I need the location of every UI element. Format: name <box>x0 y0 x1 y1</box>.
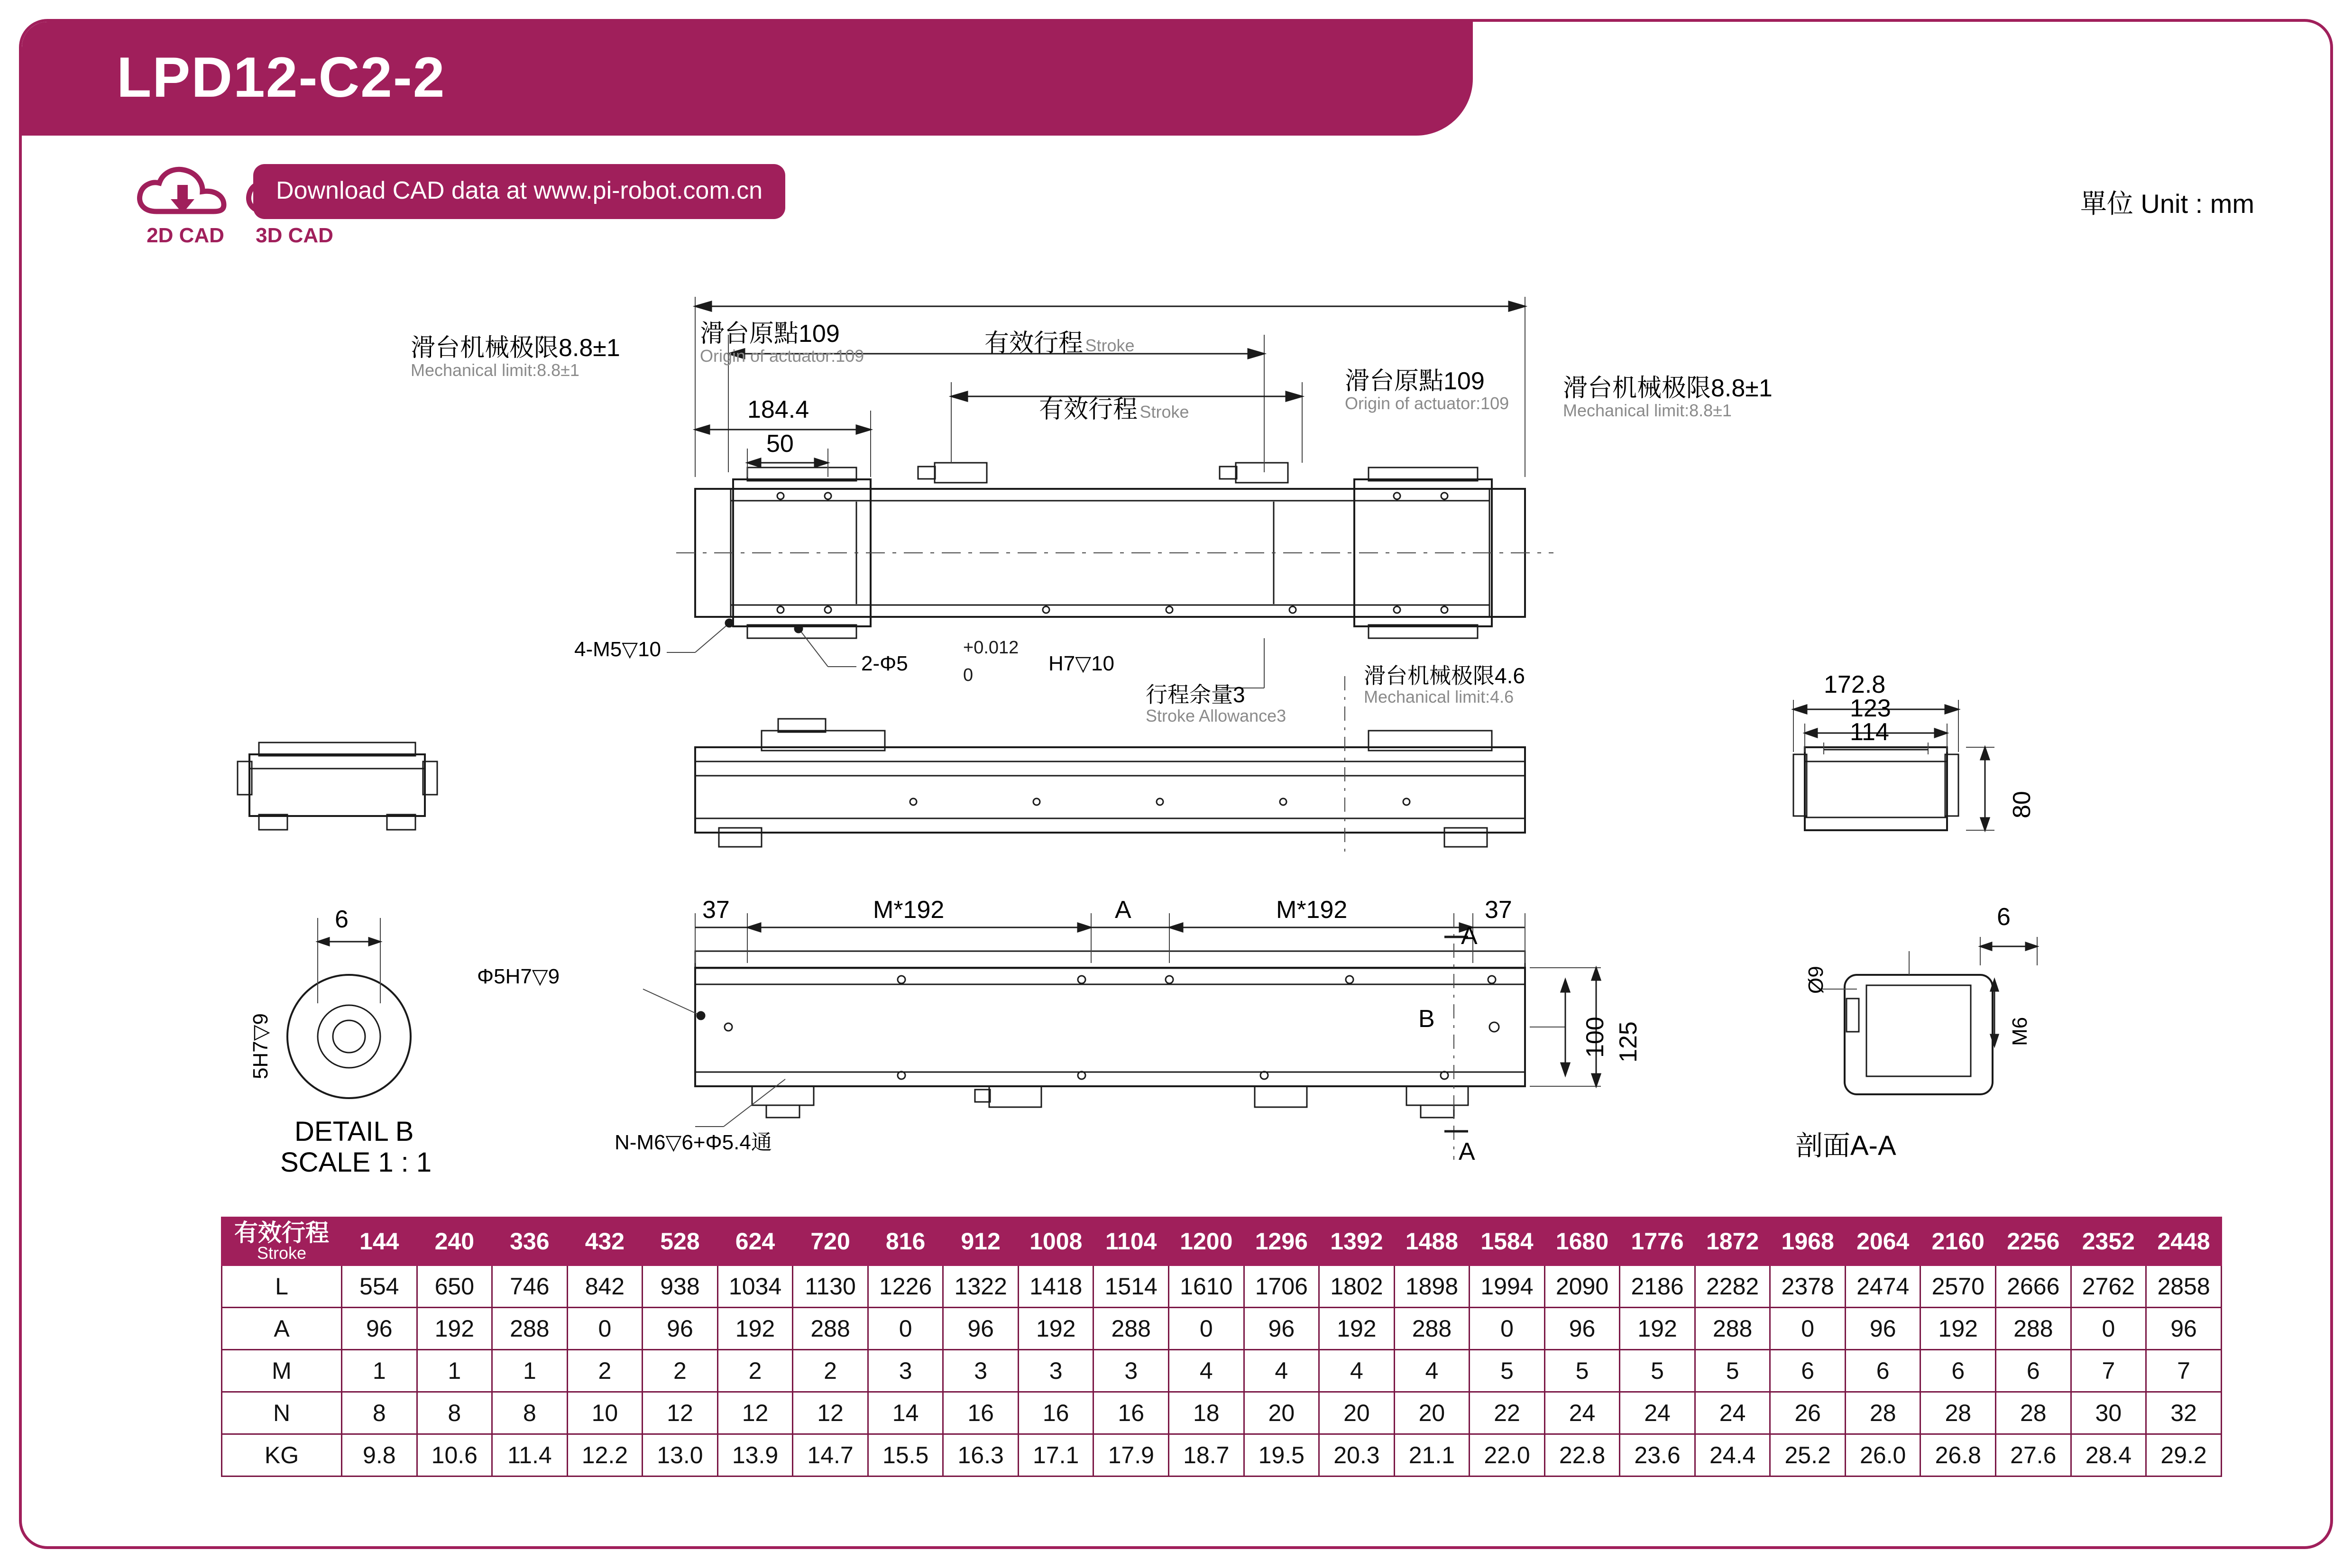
note-2-phi5: 2-Φ5 <box>861 652 908 675</box>
table-cell: 288 <box>1093 1308 1169 1350</box>
technical-drawing <box>22 22 2333 1226</box>
note-h7: H7▽10 <box>1048 652 1115 675</box>
header-stroke-value: 1872 <box>1695 1218 1770 1265</box>
dim-50: 50 <box>766 430 794 458</box>
table-cell: 3 <box>943 1350 1019 1392</box>
dim-125: 125 <box>1615 1021 1642 1063</box>
table-cell: 7 <box>2071 1350 2146 1392</box>
table-cell: 1322 <box>943 1265 1019 1308</box>
table-cell: 23.6 <box>1620 1434 1695 1476</box>
header-stroke-value: 1680 <box>1544 1218 1620 1265</box>
table-cell: 0 <box>1470 1308 1545 1350</box>
table-cell: 17.9 <box>1093 1434 1169 1476</box>
header-stroke-value: 240 <box>417 1218 492 1265</box>
table-cell: 2570 <box>1920 1265 1996 1308</box>
table-cell: 5 <box>1620 1350 1695 1392</box>
table-cell: 25.2 <box>1770 1434 1846 1476</box>
label-origin-right: 滑台原點109 Origin of actuator:109 <box>1345 367 1509 413</box>
table-cell: 5 <box>1695 1350 1770 1392</box>
header-stroke-value: 1008 <box>1018 1218 1093 1265</box>
dim-6-detail: 6 <box>335 906 349 933</box>
row-label: A <box>222 1308 342 1350</box>
header-stroke-cell: 有效行程 Stroke <box>222 1218 342 1265</box>
table-cell: 288 <box>1695 1308 1770 1350</box>
table-row <box>222 1308 2222 1350</box>
label-origin-left: 滑台原點109 Origin of actuator:109 <box>700 320 864 366</box>
page-title: LPD12-C2-2 <box>117 46 446 109</box>
table-cell: 96 <box>1544 1308 1620 1350</box>
table-cell: 5 <box>1544 1350 1620 1392</box>
table-cell: 0 <box>567 1308 643 1350</box>
table-cell: 6 <box>1770 1350 1846 1392</box>
datasheet-card <box>19 19 2333 1549</box>
dim-m192-left: M*192 <box>873 896 945 924</box>
table-cell: 1898 <box>1394 1265 1470 1308</box>
table-cell: 14.7 <box>793 1434 868 1476</box>
table-cell: 0 <box>2071 1308 2146 1350</box>
table-cell: 2666 <box>1996 1265 2071 1308</box>
dim-123: 123 <box>1850 695 1891 722</box>
header-stroke-value: 1584 <box>1470 1218 1545 1265</box>
header-stroke-value: 336 <box>492 1218 568 1265</box>
table-cell: 17.1 <box>1018 1434 1093 1476</box>
table-cell: 26.8 <box>1920 1434 1996 1476</box>
table-cell: 2474 <box>1845 1265 1920 1308</box>
header-stroke-value: 1104 <box>1093 1218 1169 1265</box>
table-cell: 288 <box>1996 1308 2071 1350</box>
table-cell: 19.5 <box>1244 1434 1319 1476</box>
row-label: L <box>222 1265 342 1308</box>
header-stroke-value: 2064 <box>1845 1218 1920 1265</box>
header-stroke-value: 1776 <box>1620 1218 1695 1265</box>
cad-2d-label: 2D CAD <box>147 224 224 247</box>
label-mech-limit-right: 滑台机械极限8.8±1 Mechanical limit:8.8±1 <box>1563 375 1773 421</box>
table-cell: 0 <box>1169 1308 1244 1350</box>
label-stroke-allowance: 行程余量3 Stroke Allowance3 <box>1146 682 1286 725</box>
table-cell: 2 <box>717 1350 793 1392</box>
mark-a-bottom: A <box>1459 1138 1475 1165</box>
table-row <box>222 1265 2222 1308</box>
table-cell: 32 <box>2146 1392 2222 1434</box>
table-cell: 1418 <box>1018 1265 1093 1308</box>
note-n-m6: N-M6▽6+Φ5.4通 <box>615 1131 772 1154</box>
mark-b: B <box>1418 1005 1435 1033</box>
table-cell: 18.7 <box>1169 1434 1244 1476</box>
tolerance-upper: +0.012 <box>963 638 1019 658</box>
table-cell: 288 <box>1394 1308 1470 1350</box>
table-cell: 24 <box>1695 1392 1770 1434</box>
table-cell: 5 <box>1470 1350 1545 1392</box>
table-cell: 4 <box>1319 1350 1395 1392</box>
table-cell: 0 <box>868 1308 943 1350</box>
table-row <box>222 1350 2222 1392</box>
table-cell: 22.0 <box>1470 1434 1545 1476</box>
table-cell: 192 <box>1920 1308 1996 1350</box>
dim-172-8: 172.8 <box>1824 671 1886 698</box>
table-cell: 9.8 <box>342 1434 417 1476</box>
table-cell: 2090 <box>1544 1265 1620 1308</box>
table-cell: 16 <box>1093 1392 1169 1434</box>
spec-table-body <box>222 1218 2222 1476</box>
table-cell: 1 <box>492 1350 568 1392</box>
table-cell: 2 <box>643 1350 718 1392</box>
unit-label: 單位 Unit : mm <box>2080 189 2254 219</box>
table-cell: 6 <box>1920 1350 1996 1392</box>
detail-b-title: DETAIL B <box>294 1116 414 1147</box>
table-cell: 26.0 <box>1845 1434 1920 1476</box>
header-stroke-value: 2352 <box>2071 1218 2146 1265</box>
table-cell: 11.4 <box>492 1434 568 1476</box>
dim-m6: M6 <box>2008 1017 2031 1046</box>
table-cell: 20.3 <box>1319 1434 1395 1476</box>
header-stroke-value: 528 <box>643 1218 718 1265</box>
section-aa-title: 剖面A-A <box>1795 1130 1896 1161</box>
row-label: M <box>222 1350 342 1392</box>
table-cell: 20 <box>1319 1392 1395 1434</box>
table-cell: 1 <box>342 1350 417 1392</box>
table-cell: 96 <box>643 1308 718 1350</box>
header-stroke-value: 912 <box>943 1218 1019 1265</box>
table-cell: 12.2 <box>567 1434 643 1476</box>
dim-a-mid: A <box>1115 896 1131 924</box>
table-cell: 96 <box>342 1308 417 1350</box>
table-cell: 21.1 <box>1394 1434 1470 1476</box>
header-stroke-value: 1488 <box>1394 1218 1470 1265</box>
table-cell: 2858 <box>2146 1265 2222 1308</box>
table-cell: 0 <box>1770 1308 1846 1350</box>
table-cell: 938 <box>643 1265 718 1308</box>
table-cell: 26 <box>1770 1392 1846 1434</box>
table-row <box>222 1434 2222 1476</box>
label-stroke-top: 有效行程 Stroke <box>984 330 1135 357</box>
table-cell: 96 <box>1845 1308 1920 1350</box>
row-label: N <box>222 1392 342 1434</box>
table-cell: 15.5 <box>868 1434 943 1476</box>
table-cell: 1130 <box>793 1265 868 1308</box>
dim-100: 100 <box>1581 1017 1609 1058</box>
dim-80: 80 <box>2008 791 2036 818</box>
table-cell: 30 <box>2071 1392 2146 1434</box>
table-cell: 1226 <box>868 1265 943 1308</box>
table-cell: 12 <box>643 1392 718 1434</box>
header-stroke-value: 720 <box>793 1218 868 1265</box>
table-cell: 12 <box>717 1392 793 1434</box>
table-cell: 22 <box>1470 1392 1545 1434</box>
table-cell: 6 <box>1845 1350 1920 1392</box>
dim-114: 114 <box>1850 718 1889 746</box>
table-cell: 24 <box>1620 1392 1695 1434</box>
table-cell: 4 <box>1169 1350 1244 1392</box>
table-cell: 192 <box>1620 1308 1695 1350</box>
header-stroke-value: 144 <box>342 1218 417 1265</box>
table-cell: 6 <box>1996 1350 2071 1392</box>
header-stroke-value: 624 <box>717 1218 793 1265</box>
dim-37-left: 37 <box>702 896 730 924</box>
table-cell: 16.3 <box>943 1434 1019 1476</box>
table-cell: 2 <box>567 1350 643 1392</box>
dim-6-section: 6 <box>1997 903 2011 931</box>
table-cell: 7 <box>2146 1350 2222 1392</box>
table-cell: 554 <box>342 1265 417 1308</box>
table-cell: 1802 <box>1319 1265 1395 1308</box>
label-mech-limit-left: 滑台机械极限8.8±1 Mechanical limit:8.8±1 <box>411 334 620 380</box>
table-cell: 842 <box>567 1265 643 1308</box>
dim-a-right: A <box>1461 922 1478 950</box>
table-cell: 28.4 <box>2071 1434 2146 1476</box>
table-cell: 746 <box>492 1265 568 1308</box>
table-cell: 96 <box>943 1308 1019 1350</box>
table-cell: 24.4 <box>1695 1434 1770 1476</box>
header-stroke-value: 2448 <box>2146 1218 2222 1265</box>
table-cell: 2186 <box>1620 1265 1695 1308</box>
table-cell: 28 <box>1920 1392 1996 1434</box>
note-phi5h7: Φ5H7▽9 <box>477 965 560 988</box>
dim-m192-right: M*192 <box>1276 896 1348 924</box>
table-cell: 1034 <box>717 1265 793 1308</box>
header-stroke-value: 1968 <box>1770 1218 1846 1265</box>
table-cell: 8 <box>342 1392 417 1434</box>
table-cell: 1 <box>417 1350 492 1392</box>
table-cell: 12 <box>793 1392 868 1434</box>
spec-table <box>221 1217 2222 1477</box>
header-stroke-value: 1296 <box>1244 1218 1319 1265</box>
table-cell: 13.0 <box>643 1434 718 1476</box>
table-cell: 2762 <box>2071 1265 2146 1308</box>
table-cell: 28 <box>1845 1392 1920 1434</box>
dim-phi9: Ø9 <box>1804 966 1828 994</box>
table-cell: 1514 <box>1093 1265 1169 1308</box>
table-cell: 4 <box>1394 1350 1470 1392</box>
label-mech-limit-4-6: 滑台机械极限4.6 Mechanical limit:4.6 <box>1364 663 1525 706</box>
detail-b-scale: SCALE 1 : 1 <box>280 1147 432 1178</box>
table-cell: 3 <box>1093 1350 1169 1392</box>
header-stroke-value: 1200 <box>1169 1218 1244 1265</box>
table-cell: 1610 <box>1169 1265 1244 1308</box>
dim-184-4: 184.4 <box>747 396 809 423</box>
table-cell: 650 <box>417 1265 492 1308</box>
table-cell: 10 <box>567 1392 643 1434</box>
table-cell: 10.6 <box>417 1434 492 1476</box>
spec-table-wrap <box>221 1217 2222 1477</box>
cad-3d-label: 3D CAD <box>256 224 333 247</box>
table-cell: 18 <box>1169 1392 1244 1434</box>
row-label: KG <box>222 1434 342 1476</box>
table-cell: 288 <box>793 1308 868 1350</box>
table-cell: 96 <box>2146 1308 2222 1350</box>
table-row <box>222 1392 2222 1434</box>
table-cell: 27.6 <box>1996 1434 2071 1476</box>
table-cell: 192 <box>717 1308 793 1350</box>
table-cell: 3 <box>1018 1350 1093 1392</box>
table-cell: 192 <box>417 1308 492 1350</box>
table-cell: 3 <box>868 1350 943 1392</box>
header-stroke-value: 432 <box>567 1218 643 1265</box>
table-cell: 288 <box>492 1308 568 1350</box>
download-cad-link[interactable]: Download CAD data at www.pi-robot.com.cn <box>253 164 785 219</box>
table-cell: 8 <box>417 1392 492 1434</box>
table-cell: 22.8 <box>1544 1434 1620 1476</box>
header-stroke-value: 2256 <box>1996 1218 2071 1265</box>
dim-5h7: 5H7▽9 <box>249 1013 272 1079</box>
table-cell: 2282 <box>1695 1265 1770 1308</box>
table-cell: 4 <box>1244 1350 1319 1392</box>
note-4-m5: 4-M5▽10 <box>574 638 662 661</box>
table-cell: 20 <box>1394 1392 1470 1434</box>
header-stroke-value: 1392 <box>1319 1218 1395 1265</box>
header-stroke-value: 816 <box>868 1218 943 1265</box>
table-cell: 1994 <box>1470 1265 1545 1308</box>
table-cell: 192 <box>1319 1308 1395 1350</box>
table-cell: 96 <box>1244 1308 1319 1350</box>
table-cell: 24 <box>1544 1392 1620 1434</box>
table-cell: 8 <box>492 1392 568 1434</box>
table-cell: 16 <box>943 1392 1019 1434</box>
dim-37-right: 37 <box>1485 896 1512 924</box>
table-cell: 28 <box>1996 1392 2071 1434</box>
table-cell: 29.2 <box>2146 1434 2222 1476</box>
table-header-row <box>222 1218 2222 1265</box>
header-stroke-value: 2160 <box>1920 1218 1996 1265</box>
table-cell: 192 <box>1018 1308 1093 1350</box>
tolerance-lower: 0 <box>963 665 974 685</box>
label-stroke-mid: 有效行程 Stroke <box>1039 396 1189 423</box>
table-cell: 20 <box>1244 1392 1319 1434</box>
table-cell: 2 <box>793 1350 868 1392</box>
table-cell: 1706 <box>1244 1265 1319 1308</box>
table-cell: 2378 <box>1770 1265 1846 1308</box>
table-cell: 13.9 <box>717 1434 793 1476</box>
table-cell: 16 <box>1018 1392 1093 1434</box>
table-cell: 14 <box>868 1392 943 1434</box>
